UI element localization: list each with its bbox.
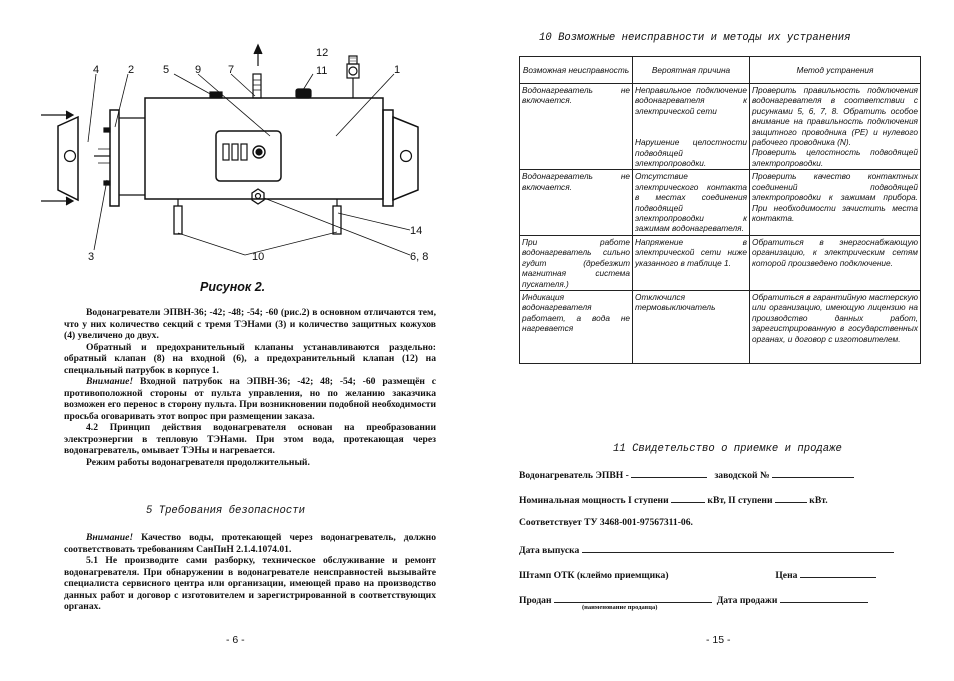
- price-field[interactable]: [800, 567, 876, 578]
- figure-caption: Рисунок 2.: [200, 280, 266, 294]
- header-remedy: Метод устранения: [750, 57, 921, 84]
- power-stage-1-field[interactable]: [671, 492, 705, 503]
- table-row: Водонагреватель не включается. Неправильное подключение водонагревателя к электрической сети Нарушение целостности подводящей электропроводки. Проверить правильность подключения водонагревателя в соответствии с рисунками 5, 6, 7, 8. Обратить особое внимание на правильность подключения защитного проводника (PE) и нулевого рабочего проводника (N). Проверить целостность подводящей электропроводки.: [520, 84, 921, 170]
- power-stage-2-field[interactable]: [775, 492, 807, 503]
- callout-4: 4: [93, 64, 100, 76]
- header-cause: Вероятная причина: [633, 57, 750, 84]
- model-field[interactable]: [631, 467, 707, 478]
- callout-7: 7: [228, 64, 235, 76]
- callout-5: 5: [163, 64, 170, 76]
- section-11-title: 11 Свидетельство о приемке и продаже: [613, 443, 842, 455]
- manufacture-date-field[interactable]: [582, 542, 894, 553]
- section-10-title: 10 Возможные неисправности и методы их устранения: [539, 32, 851, 44]
- attention-label: Внимание!: [86, 376, 134, 387]
- serial-number-field[interactable]: [772, 467, 854, 478]
- left-page-text: [64, 307, 436, 468]
- table-row: Индикация водонагревателя работает, а вода не нагревается Отключился термовыключатель Обратиться в гарантийную мастерскую или организацию, имеющую лицензию на производство данных работ, зарегистрированную в государственных органах, и договор с изготовителем.: [520, 290, 921, 363]
- cert-line-stamp: Штамп ОТК (клеймо приемщика) Цена: [519, 567, 929, 581]
- table-header-row: [520, 57, 921, 84]
- page-number-left: - 6 -: [226, 634, 245, 646]
- paragraph-water-quality: Внимание! Качество воды, протекающей через водонагреватель, должно соответствовать требованиям СанПиН 2.1.4.1074.01.: [64, 532, 436, 555]
- paragraph-valves: Обратный и предохранительный клапаны устанавливаются раздельно: обратный клапан (8) на входной (6), а предохранительный клапан (12) на специальный патрубок в корпусе 1.: [64, 341, 436, 376]
- callout-11: 11: [316, 65, 328, 77]
- paragraph-mode: Режим работы водонагревателя продолжительный.: [86, 456, 310, 468]
- cert-line-spec: Соответствует ТУ 3468-001-97567311-06.: [519, 517, 693, 528]
- callout-1: 1: [394, 64, 401, 76]
- seller-name-field[interactable]: [554, 592, 712, 603]
- safety-text: [64, 532, 436, 613]
- callout-3: 3: [88, 251, 95, 263]
- faults-table: [519, 56, 921, 364]
- table-row: Водонагреватель не включается. Отсутствие электрического контакта в местах соединения подводящей электропроводки к зажимам водонагревателя. Проверить качество контактных соединений подводящей электропроводки к зажимам прибора. При необходимости зачистить места контакта.: [520, 170, 921, 235]
- callout-14: 14: [410, 225, 423, 237]
- paragraph-principle: 4.2 Принцип действия водонагревателя основан на преобразовании электроэнергии в тепловую ТЭНами. При этом вода, протекающая через водонагреватель, омывает ТЭНы и нагревается.: [64, 422, 436, 456]
- paragraph-5-1: 5.1 Не производите сами разборку, техническое обслуживание и ремонт водонагревателя. При обнаружении в водонагревателе неисправностей вызывайте специалиста сервисного центра или организации, имеющей право на производство данных работ и договор с изготовителем и зарегистрированной в соответствующих органах.: [64, 555, 436, 612]
- callout-2: 2: [128, 64, 135, 76]
- callout-10: 10: [252, 251, 265, 263]
- figure-2-drawing: [38, 38, 448, 270]
- callout-12: 12: [316, 47, 329, 59]
- callout-6-8: 6, 8: [410, 251, 429, 263]
- table-row: При работе водонагреватель сильно гудит (дребезжит магнитная система пускателя.) Напряжение в электрической сети ниже указанного в таблице 1. Обратиться в энергоснабжающую организацию, к электрическим сетям которой произведено подключение.: [520, 235, 921, 290]
- header-fault: Возможная неисправность: [520, 57, 633, 84]
- page-number-right: - 15 -: [706, 634, 731, 646]
- attention-label: Внимание!: [86, 532, 134, 543]
- paragraph-models: Водонагреватели ЭПВН-36; -42; -48; -54; -60 (рис.2) в основном отличаются тем, что у них количество секций с тремя ТЭНами (3) и количество защитных кожухов (4) увеличено до двух.: [64, 307, 436, 341]
- paragraph-inlet: Внимание! Входной патрубок на ЭПВН-36; -42; 48; -54; -60 размещён с противоположной стороны от пульта управления, но по желанию заказчика возможен его перенос в сторону пульта. При возникновении подобной необходимости просьба оговаривать этот вопрос при размещении заказа.: [64, 376, 436, 422]
- cert-line-date: Дата выпуска: [519, 542, 929, 556]
- seller-name-note: (наименование продавца): [582, 604, 658, 611]
- cert-line-sold: Продан Дата продажи: [519, 592, 929, 606]
- callout-9: 9: [195, 64, 202, 76]
- cert-line-model: Водонагреватель ЭПВН - заводской №: [519, 467, 929, 481]
- sale-date-field[interactable]: [780, 592, 868, 603]
- section-5-title: 5 Требования безопасности: [146, 505, 305, 517]
- cert-line-power: Номинальная мощность I ступени кВт, II ступени кВт.: [519, 492, 929, 506]
